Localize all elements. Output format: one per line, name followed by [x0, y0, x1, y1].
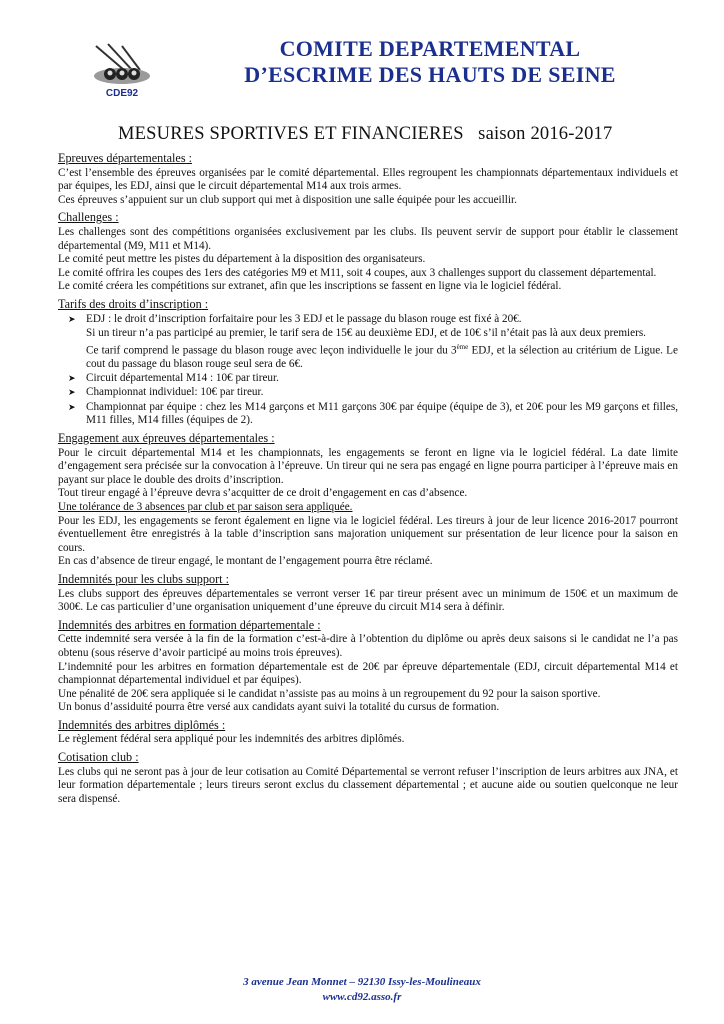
section-title-indemnites-diplomes: Indemnités des arbitres diplômés — [58, 717, 219, 732]
section-cotisation: Cotisation club : Les clubs qui ne seront pas à jour de leur cotisation au Comité Départemental se verront refuser l’inscription de leurs arbitres aux JNA, et leur formation départementale ; leurs tireurs seront exclus du classement départemental ; et aucune aide ou soutien quelconque ne leur sera dispensé. — [58, 750, 678, 805]
section-challenges: Challenges : Les challenges sont des compétitions organisées exclusivement par les clubs. Ils peuvent servir de support pour établir le classement départemental (M9, M11 et M14). Le comité peut mettre les pistes du département à la disposition des organisateurs. Le comité offrira les coupes des 1ers des catégories M9 et M11, soit 4 coupes, aux 3 challenges support du classement départemental. Le comité créera les compétitions sur extranet, afin que les inscriptions se fassent en ligne via le logiciel fédéral. — [58, 210, 678, 293]
paragraph: Tout tireur engagé à l’épreuve devra s’acquitter de ce droit d’engagement en cas d’absence. — [58, 487, 468, 500]
section-indemnites-diplomes: Indemnités des arbitres diplômés : Le règlement fédéral sera appliqué pour les indemnités des arbitres diplômés. — [58, 719, 678, 747]
paragraph: C’est l’ensemble des épreuves organisées par le comité départemental. Elles regroupent les championnats départementaux individuels et par équipes, les EDJ, ainsi que le circuit départemental M14 aux trois armes. — [58, 166, 678, 193]
list-item: ➤ Circuit départemental M14 : 10€ par tireur. — [68, 371, 279, 384]
arrow-bullet-icon: ➤ — [68, 372, 76, 383]
section-title-indemnites-clubs: Indemnités pour les clubs support — [58, 571, 223, 586]
paragraph: Le comité créera les compétitions sur extranet, afin que les inscriptions se fassent en ligne via le logiciel fédéral. — [58, 280, 562, 293]
section-epreuves: Epreuves départementales : C’est l’ensemble des épreuves organisées par le comité départemental. Elles regroupent les championnats départementaux individuels et par équipes, les EDJ, ainsi que le circuit départemental M14 aux trois armes. Ces épreuves s’appuient sur un club support qui met à disposition une salle équipée pour les accueillir. — [58, 151, 678, 206]
arrow-bullet-icon: ➤ — [68, 313, 76, 324]
paragraph: Pour les EDJ, les engagements se feront également en ligne via le logiciel fédéral. Les tireurs à jour de leur licence 2016-2017 pourront éventuellement être enregistrés à la table d’inscription sans majoration uniquement sur présentation de leur licence pour la saison en cours. — [58, 514, 678, 554]
cde92-logo — [88, 40, 156, 104]
list-item: ➤ Championnat individuel: 10€ par tireur. — [68, 386, 264, 399]
section-indemnites-formation: Indemnités des arbitres en formation départementale : Cette indemnité sera versée à la fin de la formation c’est-à-dire à l’obtention du diplôme ou après deux saisons si le candidat ne l’a pas obtenu (sous réserve d’avoir participé au moins trois épreuves). L’indemnité pour les arbitres en formation départementale est de 20€ par épreuve départementale (EDJ, circuit départemental M14 et championnat départemental individuel et par équipes). Une pénalité de 20€ sera appliquée si le candidat n’assiste pas au moins à un regroupement du 92 pour la saison sportive. Un bonus d’assiduité pourra être versé aux candidats ayant suivi la totalité du cursus de formation. — [58, 617, 678, 714]
header-title-line2: D’ESCRIME DES HAUTS DE SEINE — [244, 62, 616, 87]
section-title-indemnites-formation: Indemnités des arbitres en formation départementale — [58, 617, 315, 632]
paragraph: Pour le circuit départemental M14 et les championnats, les engagements se feront en ligne via le logiciel fédéral. La date limite d’engagement sera précisée sur la convocation à l’épreuve. Un tireur qui ne sera pas engagé en ligne pourra participer à l’épreuve mais en payant sur place le double des droits d’inscription. — [58, 446, 678, 486]
document-body — [58, 152, 678, 810]
header-title-line1: COMITE DEPARTEMENTAL — [279, 36, 581, 61]
footer-website-link[interactable]: www.cd92.asso.fr — [322, 991, 402, 1003]
footer-address: 3 avenue Jean Monnet – 92130 Issy-les-Moulineaux — [243, 976, 481, 988]
document-title: MESURES SPORTIVES ET FINANCIERES saison 2016-2017 — [118, 124, 613, 144]
footer — [0, 975, 724, 1005]
logo-text: CDE92 — [105, 88, 139, 99]
arrow-bullet-icon: ➤ — [68, 401, 76, 412]
paragraph: Cette indemnité sera versée à la fin de la formation c’est-à-dire à l’obtention du diplôme ou après deux saisons si le candidat ne l’a pas obtenu (sous réserve d’avoir participé au moins trois épreuves). — [58, 633, 678, 659]
paragraph: Un bonus d’assiduité pourra être versé aux candidats ayant suivi la totalité du cursus de formation. — [58, 701, 500, 714]
paragraph: Une pénalité de 20€ sera appliquée si le candidat n’assiste pas au moins à un regroupement du 92 pour la saison sportive. — [58, 687, 601, 700]
paragraph: L’indemnité pour les arbitres en formation départementale est de 20€ par épreuve départementale (EDJ, circuit départemental M14 et championnat départemental individuel et par équipes). — [58, 660, 678, 687]
section-title-challenges: Challenges — [58, 210, 113, 225]
paragraph: Les clubs support des épreuves départementales se verront verser 1€ par tireur présent avec un minimum de 150€ et un maximum de 300€. Le cas particulier d’une organisation uniquement d’une épreuve du circuit M14 sera à définir. — [58, 587, 678, 614]
arrow-bullet-icon: ➤ — [68, 387, 76, 398]
section-title-tarifs: Tarifs des droits d’inscription — [58, 296, 202, 311]
section-title-epreuves: Epreuves départementales — [58, 151, 186, 165]
paragraph: Le comité peut mettre les pistes du département à la disposition des organisateurs. — [58, 253, 426, 266]
tarifs-list — [58, 313, 678, 327]
section-title-cotisation: Cotisation club — [58, 750, 133, 765]
paragraph: En cas d’absence de tireur engagé, le montant de l’engagement pourra être réclamé. — [58, 555, 433, 568]
paragraph: Le comité offrira les coupes des 1ers des catégories M9 et M11, soit 4 coupes, aux 3 challenges support du classement départemental. — [58, 266, 657, 279]
section-title-engagement: Engagement aux épreuves départementales — [58, 431, 269, 446]
tarifs-list-2 — [58, 372, 678, 428]
section-tarifs: Tarifs des droits d’inscription : ➤ EDJ : le droit d’inscription forfaitaire pour les 3 EDJ et le passage du blason rouge est fixé à 20€. Si un tireur n’a pas participé au premier, le tarif sera de 15€ au deuxième EDJ, et de 10€ s’il n’était pas là aux deux premiers. Ce tarif comprend le passage du blason rouge avec leçon individuelle le jour du 3ème EDJ, et la sélection au critérium de Ligue. Le cout du passage du blason rouge seul sera de 6€. ➤ Circuit départemental M14 : 10€ par tireur. ➤ Championnat individuel: 10€ par tireur. ➤ Championnat par équipe : chez les M14 garçons et M11 garçons 30€ par équipe (équipe de 3), et 20€ pour les M9 garçons et filles, M11 filles, M14 filles (équipes de 2). — [58, 296, 678, 427]
paragraph: Les challenges sont des compétitions organisées exclusivement par les clubs. Ils peuvent servir de support pour établir le classement départemental (M9, M11 et M14). — [58, 225, 678, 252]
paragraph: Le règlement fédéral sera appliqué pour les indemnités des arbitres diplômés. — [58, 733, 405, 746]
section-indemnites-clubs: Indemnités pour les clubs support : Les clubs support des épreuves départementales se verront verser 1€ par tireur présent avec un minimum de 150€ et un maximum de 300€. Le cas particulier d’une organisation uniquement d’une épreuve du circuit M14 sera à définir. — [58, 571, 678, 614]
paragraph: Les clubs qui ne seront pas à jour de leur cotisation au Comité Départemental se verront refuser l’inscription de leurs arbitres aux JNA, et leur formation départementale ; leurs tireurs seront exclus du classement départemental ; et aucune aide ou soutien quelconque ne leur sera dispensé. — [58, 765, 678, 805]
tolerance-note: Une tolérance de 3 absences par club et par saison sera appliquée. — [58, 500, 353, 513]
list-item: ➤ EDJ : le droit d’inscription forfaitaire pour les 3 EDJ et le passage du blason rouge est fixé à 20€. — [68, 312, 522, 325]
paragraph: Ce tarif comprend le passage du blason rouge avec leçon individuelle le jour du 3ème EDJ, et la sélection au critérium de Ligue. Le cout du passage du blason rouge seul sera de 6€. — [86, 342, 678, 371]
paragraph: Ces épreuves s’appuient sur un club support qui met à disposition une salle équipée pour les accueillir. — [58, 193, 517, 206]
section-engagement: Engagement aux épreuves départementales : Pour le circuit départemental M14 et les championnats, les engagements se feront en ligne via le logiciel fédéral. La date limite d’engagement sera précisée sur la convocation à l’épreuve. Un tireur qui ne sera pas engagé en ligne pourra participer à l’épreuve mais en payant sur place le double des droits d’inscription. Tout tireur engagé à l’épreuve devra s’acquitter de ce droit d’engagement en cas d’absence. Une tolérance de 3 absences par club et par saison sera appliquée. Pour les EDJ, les engagements se feront également en ligne via le logiciel fédéral. Les tireurs à jour de leur licence 2016-2017 pourront éventuellement être enregistrés à la table d’inscription sans majoration uniquement sur présentation de leur licence pour la saison en cours. En cas d’absence de tireur engagé, le montant de l’engagement pourra être réclamé. — [58, 431, 678, 568]
header-title — [170, 36, 690, 88]
list-item: ➤ Championnat par équipe : chez les M14 garçons et M11 garçons 30€ par équipe (équipe de 3), et 20€ pour les M9 garçons et filles, M11 filles, M14 filles (équipes de 2). — [68, 400, 678, 427]
paragraph: Si un tireur n’a pas participé au premier, le tarif sera de 15€ au deuxième EDJ, et de 10€ s’il n’était pas là aux deux premiers. — [86, 327, 646, 340]
